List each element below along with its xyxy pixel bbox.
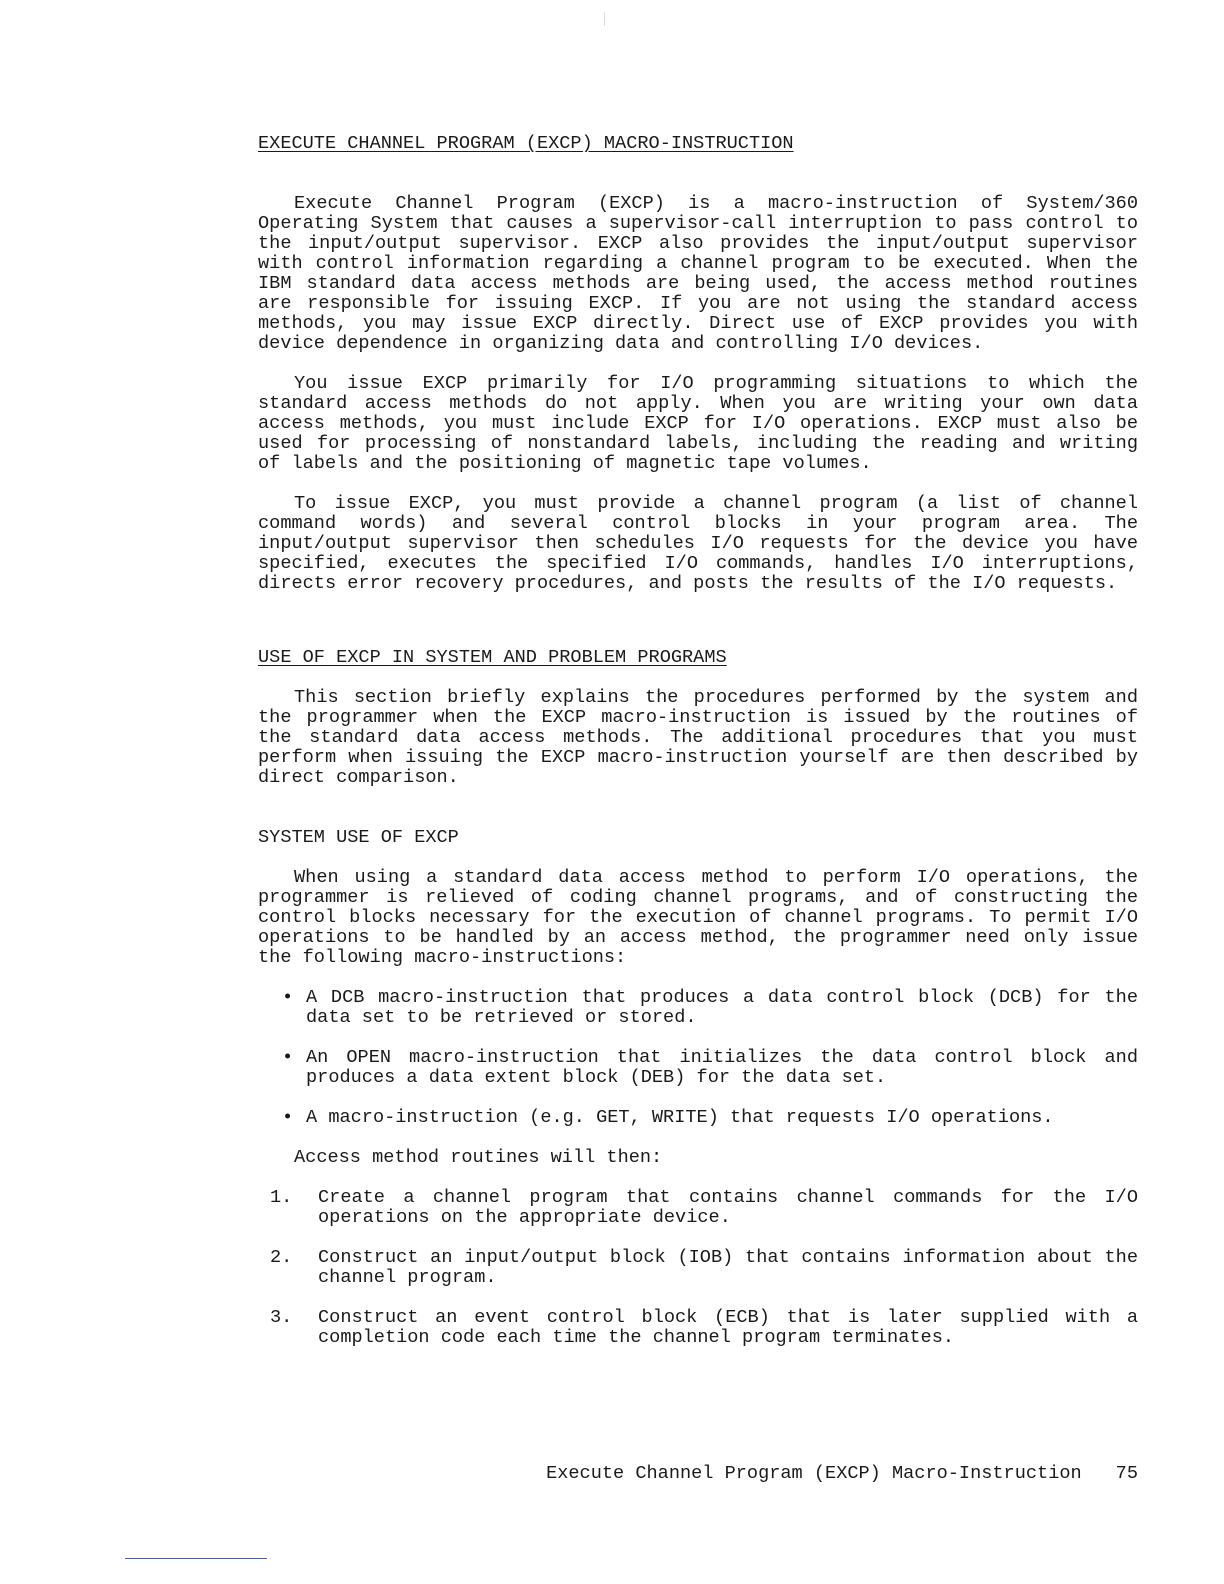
- bullet-icon: •: [282, 1047, 294, 1068]
- document-body: [258, 134, 1138, 1368]
- step-number: 3.: [270, 1307, 293, 1328]
- paragraph-issue-excp: To issue EXCP, you must provide a channel program (a list of channel command words) and several control blocks in your program area. The input/output supervisor then schedules I/O requests for the device you have specified, executes the specified I/O commands, handles I/O interruptions, directs error recovery procedures, and posts the results of the I/O requests.: [258, 493, 1138, 594]
- step-number: 1.: [270, 1187, 293, 1208]
- step-text: Create a channel program that contains channel commands for the I/O operations on the appropriate device.: [318, 1187, 1138, 1228]
- step-text: Construct an input/output block (IOB) that contains information about the channel program.: [318, 1247, 1138, 1288]
- paragraph-intro: Execute Channel Program (EXCP) is a macro-instruction of System/360 Operating System that causes a supervisor-call interruption to pass control to the input/output supervisor. EXCP also provides the input/output supervisor with control information regarding a channel program to be executed. When the IBM standard data access methods are being used, the access method routines are responsible for issuing EXCP. If you are not using the standard access methods, you may issue EXCP directly. Direct use of EXCP provides you with device dependence in organizing data and controlling I/O devices.: [258, 193, 1138, 354]
- bottom-rule: [125, 1558, 267, 1559]
- macro-instruction-list: [258, 988, 1138, 1128]
- list-item-text: A macro-instruction (e.g. GET, WRITE) that requests I/O operations.: [306, 1107, 1054, 1128]
- bullet-icon: •: [282, 987, 294, 1008]
- paragraph-section-overview: This section briefly explains the procedures performed by the system and the programmer when the EXCP macro-instruction is issued by the routines of the standard data access methods. The additional procedures that you must perform when issuing the EXCP macro-instruction yourself are then described by direct comparison.: [258, 687, 1138, 788]
- bullet-icon: •: [282, 1107, 294, 1128]
- list-item-text: An OPEN macro-instruction that initializes the data control block and produces a data extent block (DEB) for the data set.: [306, 1047, 1138, 1088]
- list-item-text: A DCB macro-instruction that produces a data control block (DCB) for the data set to be retrieved or stored.: [306, 987, 1138, 1028]
- section-heading-excp: EXECUTE CHANNEL PROGRAM (EXCP) MACRO-INSTRUCTION: [258, 133, 794, 154]
- page-number: 75: [1115, 1463, 1138, 1484]
- list-item: [258, 988, 1138, 1028]
- access-method-steps: [258, 1188, 1138, 1348]
- step-text: Construct an event control block (ECB) that is later supplied with a completion code each time the channel program terminates.: [318, 1307, 1138, 1348]
- page-footer: [258, 1464, 1138, 1484]
- paragraph-system-use: When using a standard data access method to perform I/O operations, the programmer is relieved of coding channel programs, and of constructing the control blocks necessary for the execution of channel programs. To permit I/O operations to be handled by an access method, the programmer need only issue the following macro-instructions:: [258, 867, 1138, 968]
- list-item: [258, 1188, 1138, 1228]
- list-item: [258, 1308, 1138, 1348]
- scan-speck: [604, 12, 605, 26]
- footer-title: Execute Channel Program (EXCP) Macro-Instruction: [546, 1463, 1082, 1484]
- list-item: [258, 1108, 1138, 1128]
- list-item: [258, 1048, 1138, 1088]
- section-heading-use-of-excp: USE OF EXCP IN SYSTEM AND PROBLEM PROGRAMS: [258, 647, 727, 668]
- paragraph-primary-use: You issue EXCP primarily for I/O programming situations to which the standard access methods do not apply. When you are writing your own data access methods, you must include EXCP for I/O operations. EXCP must also be used for processing of nonstandard labels, including the reading and writing of labels and the positioning of magnetic tape volumes.: [258, 373, 1138, 474]
- list-item: [258, 1248, 1138, 1288]
- step-number: 2.: [270, 1247, 293, 1268]
- subsection-heading-system-use: SYSTEM USE OF EXCP: [258, 827, 459, 848]
- paragraph-access-method-lead: Access method routines will then:: [294, 1147, 663, 1168]
